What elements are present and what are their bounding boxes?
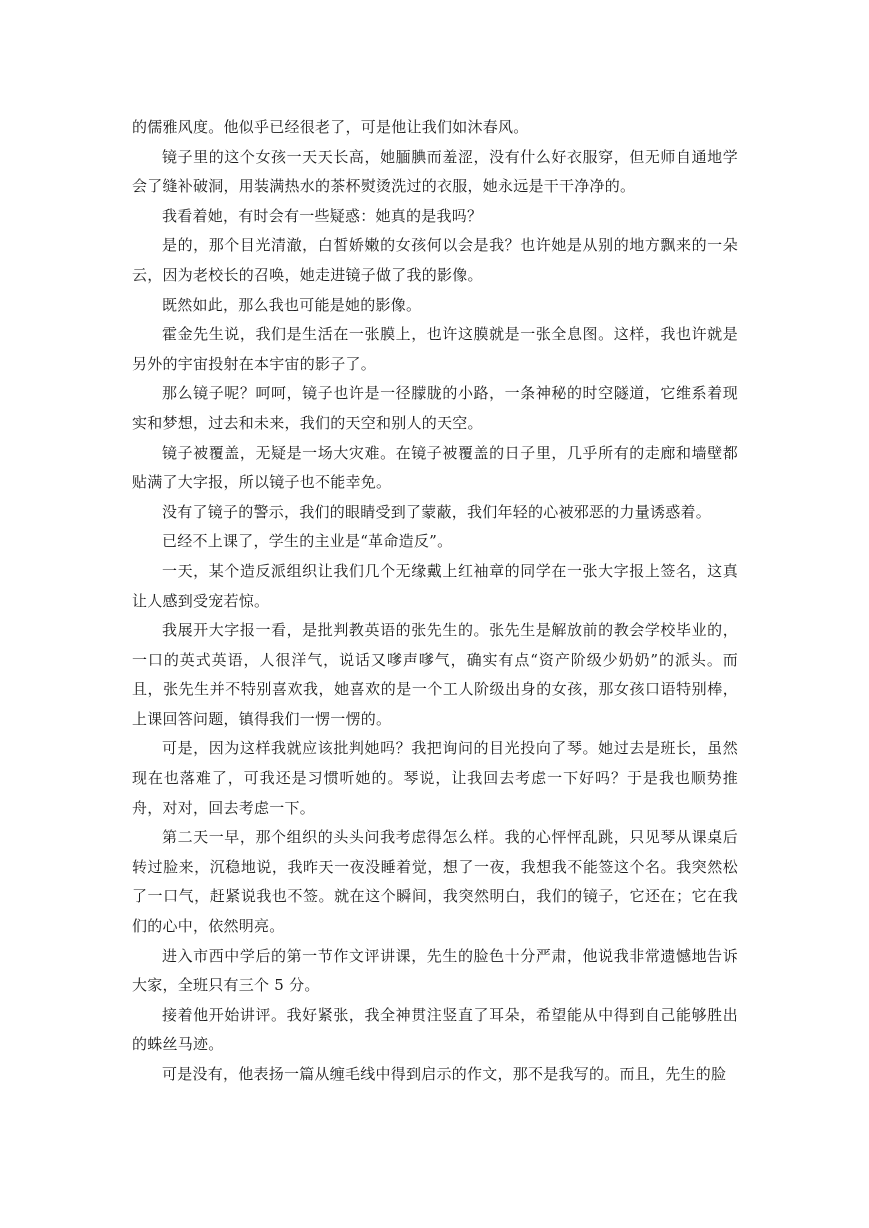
paragraph: 镜子里的这个女孩一天天长高，她腼腆而羞涩，没有什么好衣服穿，但无师自通地学会了缝补破洞，用装满热水的茶杯熨烫洗过的衣服，她永远是干干净净的。	[132, 147, 738, 196]
paragraph: 镜子被覆盖，无疑是一场大灾难。在镜子被覆盖的日子里，几乎所有的走廊和墙壁都贴满了大字报，所以镜子也不能幸免。	[132, 443, 738, 492]
paragraph: 没有了镜子的警示，我们的眼睛受到了蒙蔽，我们年轻的心被邪恶的力量诱惑着。	[162, 502, 712, 521]
paragraph: 接着他开始讲评。我好紧张，我全神贯注竖直了耳朵，希望能从中得到自己能够胜出的蛛丝马迹。	[132, 1005, 738, 1054]
paragraph: 是的，那个目光清澈，白皙娇嫩的女孩何以会是我？也许她是从别的地方飘来的一朵云，因为老校长的召唤，她走进镜子做了我的影像。	[132, 236, 738, 284]
paragraph: 一天，某个造反派组织让我们几个无缘戴上红袖章的同学在一张大字报上签名，这真让人感到受宠若惊。	[132, 561, 738, 610]
paragraph: 的儒雅风度。他似乎已经很老了，可是他让我们如沐春风。	[132, 118, 529, 136]
paragraph: 我看着她，有时会有一些疑惑：她真的是我吗？	[162, 206, 483, 225]
paragraph: 既然如此，那么我也可能是她的影像。	[162, 295, 422, 314]
paragraph: 进入市西中学后的第一节作文评讲课，先生的脸色十分严肃，他说我非常遗憾地告诉大家，全班只有三个 5 分。	[132, 946, 738, 995]
paragraph: 已经不上课了，学生的主业是“革命造反”。	[162, 532, 453, 551]
paragraph: 那么镜子呢？呵呵，镜子也许是一径朦胧的小路，一条神秘的时空隧道，它维系着现实和梦想，过去和未来，我们的天空和别人的天空。	[132, 384, 738, 432]
paragraph: 第二天一早，那个组织的头头问我考虑得怎么样。我的心怦怦乱跳，只见琴从课桌后转过脸来，沉稳地说，我昨天一夜没睡着觉，想了一夜，我想我不能签这个名。我突然松了一口气，赶紧说我也不签。就在这个瞬间，我突然明白，我们的镜子，它还在；它在我们的心中，依然明亮。	[132, 828, 738, 936]
paragraph: 可是，因为这样我就应该批判她吗？我把询问的目光投向了琴。她过去是班长，虽然现在也落难了，可我还是习惯听她的。琴说，让我回去考虑一下好吗？于是我也顺势推舟，对对，回去考虑一下。	[132, 739, 738, 817]
paragraph: 可是没有，他表扬一篇从缠毛线中得到启示的作文，那不是我写的。而且，先生的脸	[162, 1065, 727, 1083]
article-body	[132, 113, 738, 1090]
paragraph: 霍金先生说，我们是生活在一张膜上，也许这膜就是一张全息图。这样，我也许就是另外的宇宙投射在本宇宙的影子了。	[132, 325, 738, 373]
paragraph: 我展开大字报一看，是批判教英语的张先生的。张先生是解放前的教会学校毕业的，一口的英式英语，人很洋气，说话又嗲声嗲气，确实有点“资产阶级少奶奶”的派头。而且，张先生并不特别喜欢我，她喜欢的是一个工人阶级出身的女孩，那女孩口语特别棒，上课回答问题，镇得我们一愣一愣的。	[132, 621, 738, 728]
